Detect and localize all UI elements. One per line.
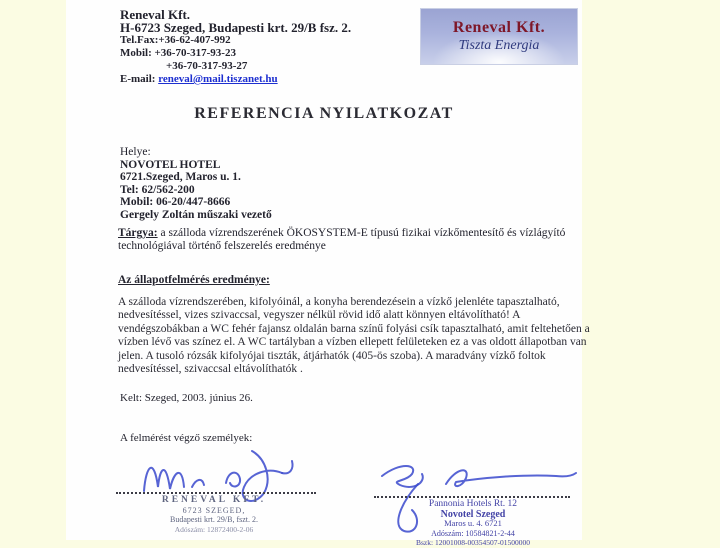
document-page bbox=[66, 0, 590, 547]
location-block bbox=[120, 146, 272, 221]
stamp-right-taxid: Adószám: 10584821-2-44 bbox=[431, 528, 515, 538]
stamp-right-bank: Bszk: 12001008-00354507-01500000 bbox=[416, 538, 530, 547]
stamp-left-company: RENEVAL KFT. bbox=[161, 495, 267, 505]
letterhead-mobile-2: +36-70-317-93-27 bbox=[166, 60, 248, 72]
letterhead-telfax: Tel.Fax:+36-62-407-992 bbox=[120, 34, 231, 46]
location-tel: Tel: 62/562-200 bbox=[120, 183, 195, 196]
assessment-heading: Az állapotfelmérés eredménye: bbox=[118, 274, 270, 286]
assessment-body: A szálloda vízrendszerében, kifolyóinál, a konyha berendezésein a vízkő jelenléte tapasztalható, nedvesítéssel, vizes szivaccsal, vegyszer nélkül rövid idő alatt könnyen eltávolítható! A vendégszobákban a WC fehér fajansz oldalán barna színű folyási csík tapasztalható, amit feltehetően a vízben lévő vas színez el. A WC tartályban a vízben ellepett felületeken ez a vas oldott állapotban van jelen. A tusoló rózsák kifolyójai tiszták, átjárhatók (405-ös szoba). A maradvány vízkő foltok nedvesítéssel, szivaccsal eltávolíthatók . bbox=[118, 296, 590, 376]
subject-paragraph bbox=[118, 227, 584, 253]
letterhead-mobile-1: Mobil: +36-70-317-93-23 bbox=[120, 47, 236, 59]
date-line: Kelt: Szeged, 2003. június 26. bbox=[120, 392, 253, 404]
stamp-right-street: Maros u. 4. 6721 bbox=[444, 518, 502, 528]
location-contact: Gergely Zoltán műszaki vezető bbox=[120, 208, 272, 221]
surveyors-line: A felmérést végző személyek: bbox=[120, 432, 253, 444]
logo-title: Reneval Kft. bbox=[452, 19, 546, 36]
letterhead-email-line bbox=[120, 73, 351, 86]
logo-subtitle: Tiszta Energia bbox=[458, 38, 540, 53]
stamp-right-company: Pannonia Hotels Rt. 12 bbox=[428, 499, 518, 509]
location-label: Helye: bbox=[120, 146, 151, 158]
letterhead-address: H-6723 Szeged, Budapesti krt. 29/B fsz. 2. bbox=[120, 20, 352, 35]
location-mobile: Mobil: 06-20/447-8666 bbox=[120, 196, 231, 208]
stamp-left bbox=[94, 496, 334, 534]
signature-left-dotted-line bbox=[116, 492, 316, 494]
document-title: REFERENCIA NYILATKOZAT bbox=[194, 105, 454, 122]
stamp-left-taxid: Adószám: 12872400-2-06 bbox=[174, 524, 254, 534]
stamp-left-street: Budapesti krt. 29/B, fszt. 2. bbox=[170, 515, 258, 524]
stamp-left-city: 6723 SZEGED, bbox=[182, 505, 246, 515]
stamp-right-hotel: Novotel Szeged bbox=[440, 508, 506, 520]
company-logo bbox=[420, 8, 578, 65]
email-link[interactable]: reneval@mail.tiszanet.hu bbox=[158, 73, 278, 85]
letterhead bbox=[120, 8, 351, 86]
location-address: 6721.Szeged, Maros u. 1. bbox=[120, 171, 241, 183]
stamp-right bbox=[348, 500, 598, 548]
signature-right-dotted-line bbox=[374, 496, 570, 498]
subject-text: a szálloda vízrendszerének ÖKOSYSTEM-E típusú fizikai vízkőmentesítő és vízlágyító technológiával történő felszerelés eredménye bbox=[118, 227, 566, 252]
letterhead-company: Reneval Kft. bbox=[120, 7, 191, 22]
location-name: NOVOTEL HOTEL bbox=[120, 158, 221, 171]
email-label: E-mail: bbox=[120, 73, 156, 85]
subject-label: Tárgya: bbox=[118, 227, 158, 239]
